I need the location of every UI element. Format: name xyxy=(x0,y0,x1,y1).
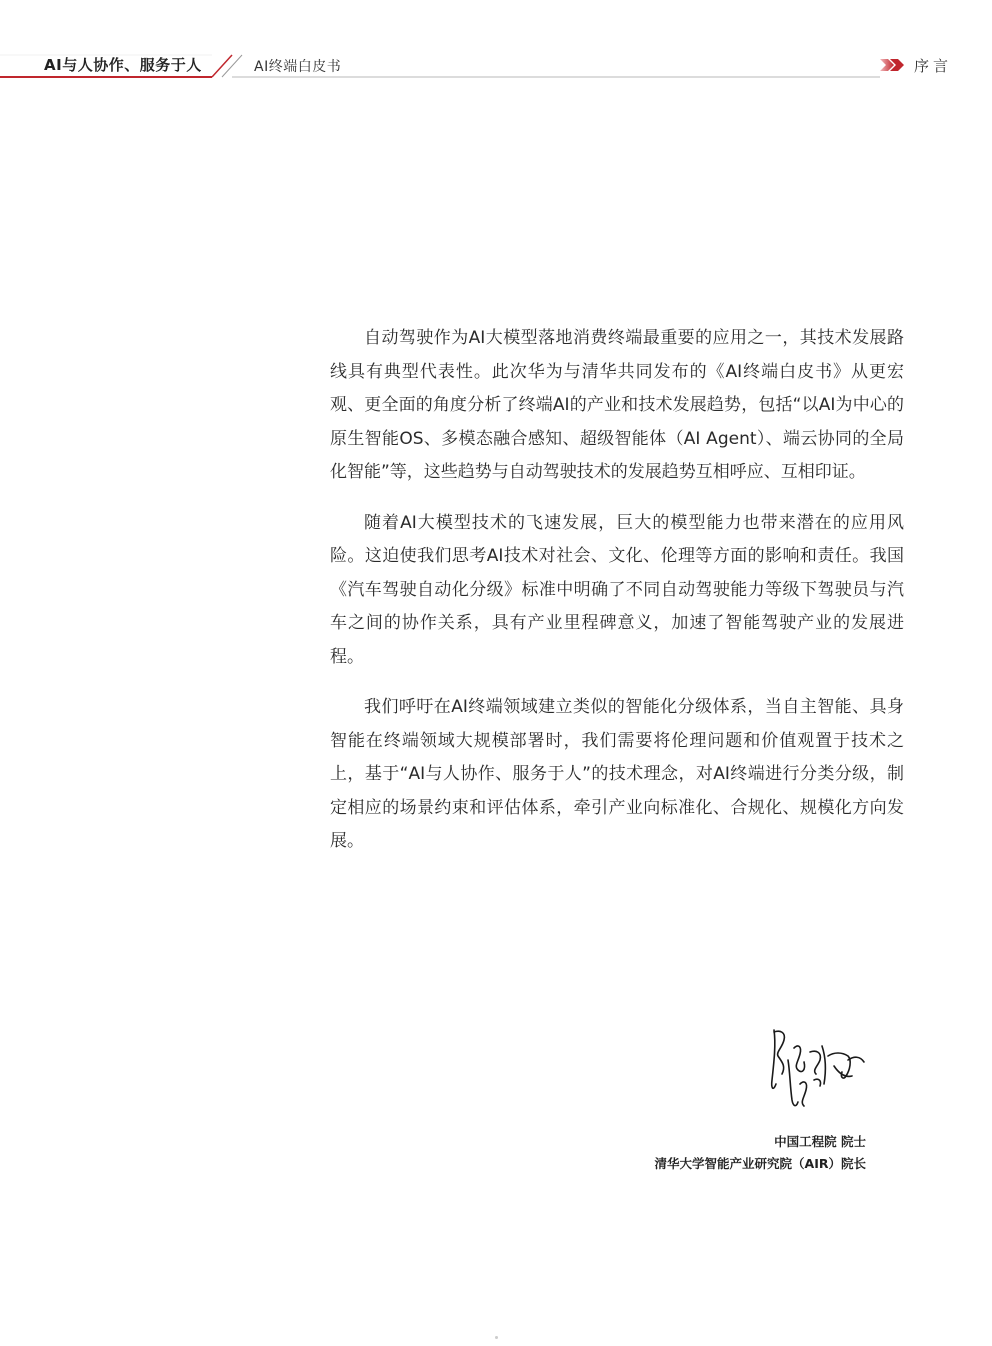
header-section xyxy=(880,53,952,77)
section-label: 序言 xyxy=(914,56,953,75)
page-marker-dot xyxy=(495,1336,498,1339)
page-header xyxy=(0,0,992,80)
header-slash-red xyxy=(212,55,232,77)
double-arrow-icon xyxy=(880,58,906,72)
header-series-title: AI与人协作、服务于人 xyxy=(44,56,202,74)
header-slash-grey xyxy=(222,55,242,77)
signatory-title-1: 中国工程院 院士 xyxy=(774,1134,866,1149)
preface-body xyxy=(330,322,904,876)
paragraph-2: 随着AI大模型技术的飞速发展，巨大的模型能力也带来潜在的应用风险。这迫使我们思考AI技术对社会、文化、伦理等方面的影响和责任。我国《汽车驾驶自动化分级》标准中明确了不同自动驾驶能力等级下驾驶员与汽车之间的协作关系，具有产业里程碑意义，加速了智能驾驶产业的发展进程。 xyxy=(330,512,904,667)
signatory-title-2: 清华大学智能产业研究院（AIR）院长 xyxy=(654,1156,866,1171)
header-document-title: AI终端白皮书 xyxy=(254,59,342,75)
paragraph-3: 我们呼吁在AI终端领域建立类似的智能化分级体系，当自主智能、具身智能在终端领域大规模部署时，我们需要将伦理问题和价值观置于技术之上，基于“AI与人协作、服务于人”的技术理念，对AI终端进行分类分级，制定相应的场景约束和评估体系，牵引产业向标准化、合规化、规模化方向发展。 xyxy=(330,697,904,851)
handwritten-signature xyxy=(764,1022,874,1114)
paragraph-1: 自动驾驶作为AI大模型落地消费终端最重要的应用之一，其技术发展路线具有典型代表性。此次华为与清华共同发布的《AI终端白皮书》从更宏观、更全面的角度分析了终端AI的产业和技术发展趋势，包括“以AI为中心的原生智能OS、多模态融合感知、超级智能体（AI Agent）、端云协同的全局化智能”等，这些趋势与自动驾驶技术的发展趋势互相呼应、互相印证。 xyxy=(330,328,904,482)
